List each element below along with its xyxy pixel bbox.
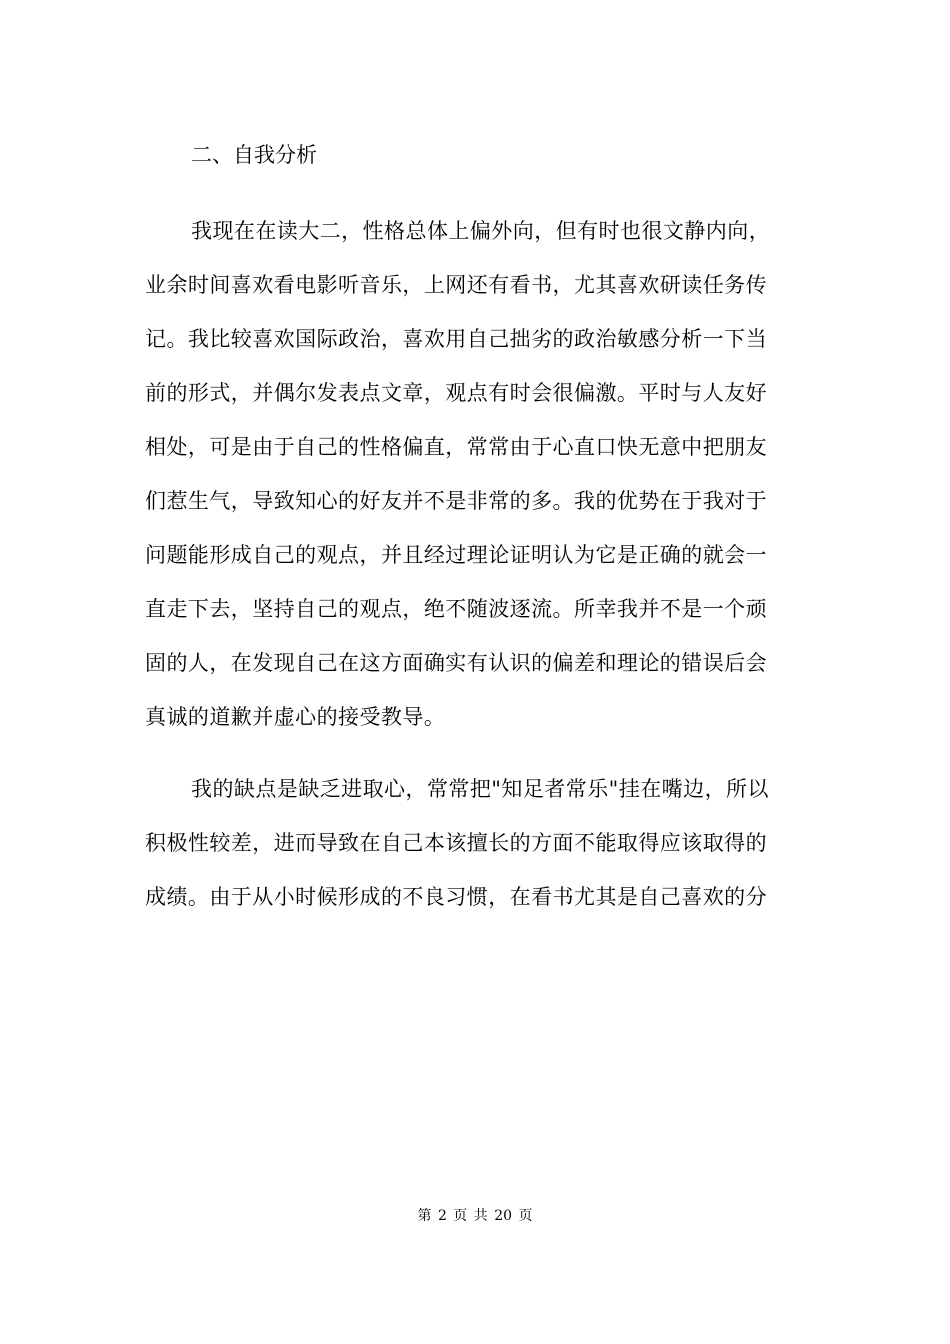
text-line: 们惹生气，导致知心的好友并不是非常的多。我的优势在于我对于 [145,489,768,513]
page-number-footer: 第 2 页 共 20 页 [417,1208,533,1224]
text-line: 前的形式，并偶尔发表点文章，观点有时会很偏激。平时与人友好 [145,381,768,405]
text-line: 成绩。由于从小时候形成的不良习惯，在看书尤其是自己喜欢的分 [145,885,768,909]
section-heading: 二、自我分析 [191,143,317,167]
text-line: 我现在在读大二，性格总体上偏外向，但有时也很文静内向， [191,219,771,243]
paragraph-shortcomings [145,762,810,924]
text-line: 真诚的道歉并虚心的接受教导。 [145,705,446,729]
text-line: 问题能形成自己的观点，并且经过理论证明认为它是正确的就会一 [145,543,768,567]
text-line: 记。我比较喜欢国际政治，喜欢用自己拙劣的政治敏感分析一下当 [145,327,768,351]
text-line: 业余时间喜欢看电影听音乐，上网还有看书，尤其喜欢研读任务传 [145,273,768,297]
text-line: 积极性较差，进而导致在自己本该擅长的方面不能取得应该取得的 [145,831,768,855]
paragraph-self-analysis [145,204,810,744]
text-line: 直走下去，坚持自己的观点，绝不随波逐流。所幸我并不是一个顽 [145,597,768,621]
document-body [145,128,810,924]
text-line: 相处，可是由于自己的性格偏直，常常由于心直口快无意中把朋友 [145,435,768,459]
text-line: 我的缺点是缺乏进取心，常常把"知足者常乐"挂在嘴边，所以 [191,777,769,801]
text-line: 固的人，在发现自己在这方面确实有认识的偏差和理论的错误后会 [145,651,768,675]
